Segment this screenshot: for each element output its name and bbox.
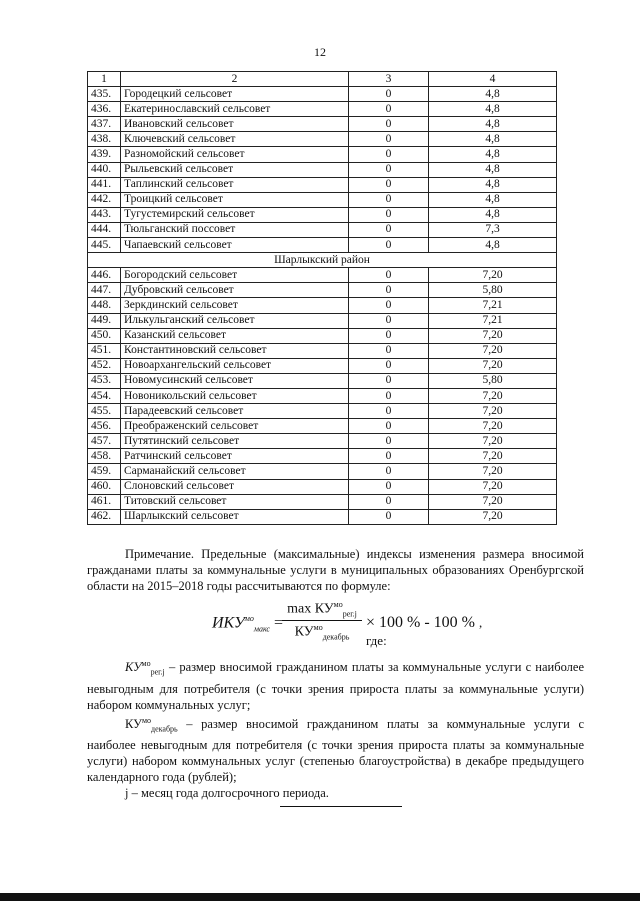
formula-numerator: $\max КУ^{мо}_{рег.j}$ bbox=[282, 600, 362, 621]
column-3-value: 0 bbox=[349, 479, 429, 494]
municipality-name: Ключевский сельсовет bbox=[121, 132, 349, 147]
note-intro-block bbox=[87, 546, 584, 594]
column-4-value: 7,3 bbox=[429, 222, 557, 237]
column-4-value: 4,8 bbox=[429, 238, 557, 253]
section-header bbox=[88, 253, 557, 268]
column-3-value: 0 bbox=[349, 283, 429, 298]
column-4-value: 5,80 bbox=[429, 373, 557, 388]
row-number: 439. bbox=[88, 147, 121, 162]
column-3-value: 0 bbox=[349, 419, 429, 434]
table-row bbox=[88, 238, 557, 253]
table-row bbox=[88, 207, 557, 222]
table-body-sharlyk bbox=[88, 268, 557, 525]
table-row bbox=[88, 373, 557, 388]
column-3-value: 0 bbox=[349, 298, 429, 313]
row-number: 437. bbox=[88, 117, 121, 132]
table-row bbox=[88, 268, 557, 283]
row-number: 456. bbox=[88, 419, 121, 434]
municipality-name: Дубровский сельсовет bbox=[121, 283, 349, 298]
municipality-name: Сарманайский сельсовет bbox=[121, 464, 349, 479]
column-4-value: 7,20 bbox=[429, 388, 557, 403]
formula bbox=[200, 600, 500, 650]
column-4-value: 7,20 bbox=[429, 358, 557, 373]
column-3-value: 0 bbox=[349, 87, 429, 102]
municipality-name: Казанский сельсовет bbox=[121, 328, 349, 343]
table-row bbox=[88, 222, 557, 237]
formula-rest: × 100 % - 100 % , где: bbox=[366, 614, 483, 648]
row-number: 442. bbox=[88, 192, 121, 207]
formula-fraction bbox=[282, 600, 362, 642]
row-number: 441. bbox=[88, 177, 121, 192]
row-number: 458. bbox=[88, 449, 121, 464]
column-4-value: 4,8 bbox=[429, 177, 557, 192]
scan-edge-bar bbox=[0, 893, 640, 901]
municipality-name: Ратчинский сельсовет bbox=[121, 449, 349, 464]
municipality-name: Титовский сельсовет bbox=[121, 494, 349, 509]
column-4-value: 7,21 bbox=[429, 313, 557, 328]
row-number: 452. bbox=[88, 358, 121, 373]
column-3-value: 0 bbox=[349, 117, 429, 132]
formula-denominator: $КУ^{мо}_{декабрь}$ bbox=[294, 623, 350, 642]
page-number: 12 bbox=[314, 45, 326, 59]
column-4-value: 7,20 bbox=[429, 404, 557, 419]
column-4-value: 7,20 bbox=[429, 419, 557, 434]
table-row bbox=[88, 117, 557, 132]
row-number: 447. bbox=[88, 283, 121, 298]
column-4-value: 7,20 bbox=[429, 509, 557, 524]
municipality-name: Рыльевский сельсовет bbox=[121, 162, 349, 177]
note-intro: Примечание. Предельные (максимальные) индексы изменения размера вносимой гражданами платы за коммунальные услуги в муниципальных образованиях Оренбургской области на 2015–2018 годы рассчитываются по формуле: bbox=[87, 547, 584, 593]
column-3-value: 0 bbox=[349, 132, 429, 147]
municipality-name: Городецкий сельсовет bbox=[121, 87, 349, 102]
column-3-value: 0 bbox=[349, 343, 429, 358]
signature-line bbox=[280, 806, 402, 807]
municipality-name: Константиновский сельсовет bbox=[121, 343, 349, 358]
row-number: 455. bbox=[88, 404, 121, 419]
note-definitions bbox=[87, 656, 584, 801]
municipality-name: Парадеевский сельсовет bbox=[121, 404, 349, 419]
column-4-value: 7,20 bbox=[429, 434, 557, 449]
column-4-value: 7,20 bbox=[429, 268, 557, 283]
municipality-name: Преображенский сельсовет bbox=[121, 419, 349, 434]
column-4-value: 7,20 bbox=[429, 479, 557, 494]
column-3-value: 0 bbox=[349, 404, 429, 419]
table-row bbox=[88, 147, 557, 162]
column-4-value: 4,8 bbox=[429, 207, 557, 222]
column-4-value: 7,20 bbox=[429, 464, 557, 479]
column-3-value: 0 bbox=[349, 207, 429, 222]
column-3-value: 0 bbox=[349, 147, 429, 162]
row-number: 451. bbox=[88, 343, 121, 358]
row-number: 462. bbox=[88, 509, 121, 524]
column-3-value: 0 bbox=[349, 177, 429, 192]
municipality-name: Новоархангельский сельсовет bbox=[121, 358, 349, 373]
row-number: 454. bbox=[88, 388, 121, 403]
column-3-value: 0 bbox=[349, 313, 429, 328]
municipality-name: Зеркдинский сельсовет bbox=[121, 298, 349, 313]
table-row bbox=[88, 404, 557, 419]
column-3-value: 0 bbox=[349, 373, 429, 388]
row-number: 457. bbox=[88, 434, 121, 449]
table-row bbox=[88, 177, 557, 192]
column-3-value: 0 bbox=[349, 388, 429, 403]
municipality-name: Новоникольский сельсовет bbox=[121, 388, 349, 403]
row-number: 460. bbox=[88, 479, 121, 494]
column-4-value: 4,8 bbox=[429, 102, 557, 117]
municipality-name: Таплинский сельсовет bbox=[121, 177, 349, 192]
table-row bbox=[88, 192, 557, 207]
municipality-name: Тугустемирский сельсовет bbox=[121, 207, 349, 222]
definition-1: $КУ^{мо}_{рег.j}$ – размер вносимой гражданином платы за коммунальные услуги с наиболее невыгодным для потребителя (с точки зрения прироста платы за коммунальные услуги) набором коммунальных услуг; bbox=[87, 659, 584, 712]
column-4-value: 4,8 bbox=[429, 147, 557, 162]
row-number: 450. bbox=[88, 328, 121, 343]
column-3-value: 0 bbox=[349, 464, 429, 479]
table-body-tyulgan bbox=[88, 87, 557, 253]
table-row bbox=[88, 298, 557, 313]
row-number: 436. bbox=[88, 102, 121, 117]
table-header-row bbox=[88, 72, 557, 87]
column-4-value: 7,20 bbox=[429, 494, 557, 509]
column-3-value: 0 bbox=[349, 222, 429, 237]
table-row bbox=[88, 509, 557, 524]
column-4-value: 5,80 bbox=[429, 283, 557, 298]
table-row bbox=[88, 358, 557, 373]
column-4-value: 7,21 bbox=[429, 298, 557, 313]
municipality-name: Илькульганский сельсовет bbox=[121, 313, 349, 328]
section-title: Шарлыкский район bbox=[88, 253, 557, 268]
table-row bbox=[88, 102, 557, 117]
definition-2: $КУ^{мо}_{декабрь}$ – размер вносимой гражданином платы за коммунальные услуги с наиболее невыгодным для потребителя (с точки зрения прироста платы за коммунальные услуги) набором коммунальных услуг (степенью благоустройства) в декабре предыдущего календарного года (рублей); bbox=[87, 715, 584, 785]
row-number: 459. bbox=[88, 464, 121, 479]
municipality-name: Ивановский сельсовет bbox=[121, 117, 349, 132]
header-col-4: 4 bbox=[429, 72, 557, 87]
header-col-3: 3 bbox=[349, 72, 429, 87]
column-4-value: 4,8 bbox=[429, 117, 557, 132]
row-number: 461. bbox=[88, 494, 121, 509]
column-3-value: 0 bbox=[349, 238, 429, 253]
table-row bbox=[88, 283, 557, 298]
row-number: 444. bbox=[88, 222, 121, 237]
column-4-value: 4,8 bbox=[429, 192, 557, 207]
municipality-name: Богородский сельсовет bbox=[121, 268, 349, 283]
row-number: 440. bbox=[88, 162, 121, 177]
column-3-value: 0 bbox=[349, 328, 429, 343]
municipality-name: Екатеринославский сельсовет bbox=[121, 102, 349, 117]
definition-3: j – месяц года долгосрочного периода. bbox=[125, 786, 329, 801]
municipality-name: Разномойский сельсовет bbox=[121, 147, 349, 162]
column-4-value: 7,20 bbox=[429, 343, 557, 358]
column-3-value: 0 bbox=[349, 162, 429, 177]
header-col-2: 2 bbox=[121, 72, 349, 87]
column-4-value: 4,8 bbox=[429, 132, 557, 147]
row-number: 445. bbox=[88, 238, 121, 253]
municipality-name: Тюльганский поссовет bbox=[121, 222, 349, 237]
municipality-name: Путятинский сельсовет bbox=[121, 434, 349, 449]
column-3-value: 0 bbox=[349, 102, 429, 117]
column-3-value: 0 bbox=[349, 434, 429, 449]
row-number: 438. bbox=[88, 132, 121, 147]
municipality-name: Чапаевский сельсовет bbox=[121, 238, 349, 253]
column-3-value: 0 bbox=[349, 509, 429, 524]
section-row bbox=[88, 253, 557, 268]
table-row bbox=[88, 87, 557, 102]
municipality-name: Троицкий сельсовет bbox=[121, 192, 349, 207]
row-number: 453. bbox=[88, 373, 121, 388]
row-number: 443. bbox=[88, 207, 121, 222]
table-row bbox=[88, 132, 557, 147]
column-3-value: 0 bbox=[349, 192, 429, 207]
column-4-value: 4,8 bbox=[429, 162, 557, 177]
table-row bbox=[88, 388, 557, 403]
column-4-value: 4,8 bbox=[429, 87, 557, 102]
table-row bbox=[88, 313, 557, 328]
column-3-value: 0 bbox=[349, 268, 429, 283]
table-row bbox=[88, 162, 557, 177]
column-3-value: 0 bbox=[349, 494, 429, 509]
row-number: 448. bbox=[88, 298, 121, 313]
municipality-name: Новомусинский сельсовет bbox=[121, 373, 349, 388]
row-number: 435. bbox=[88, 87, 121, 102]
column-4-value: 7,20 bbox=[429, 328, 557, 343]
column-3-value: 0 bbox=[349, 449, 429, 464]
table-row bbox=[88, 343, 557, 358]
table-row bbox=[88, 419, 557, 434]
municipality-name: Шарлыкский сельсовет bbox=[121, 509, 349, 524]
table-row bbox=[88, 449, 557, 464]
column-3-value: 0 bbox=[349, 358, 429, 373]
table-row bbox=[88, 494, 557, 509]
formula-lhs: $ИКУ^{мо}_{макс}$ = bbox=[212, 614, 283, 634]
table-row bbox=[88, 464, 557, 479]
header-col-1: 1 bbox=[88, 72, 121, 87]
table-row bbox=[88, 328, 557, 343]
column-4-value: 7,20 bbox=[429, 449, 557, 464]
table-row bbox=[88, 434, 557, 449]
table-row bbox=[88, 479, 557, 494]
row-number: 446. bbox=[88, 268, 121, 283]
row-number: 449. bbox=[88, 313, 121, 328]
municipality-name: Слоновский сельсовет bbox=[121, 479, 349, 494]
indices-table bbox=[87, 71, 557, 525]
